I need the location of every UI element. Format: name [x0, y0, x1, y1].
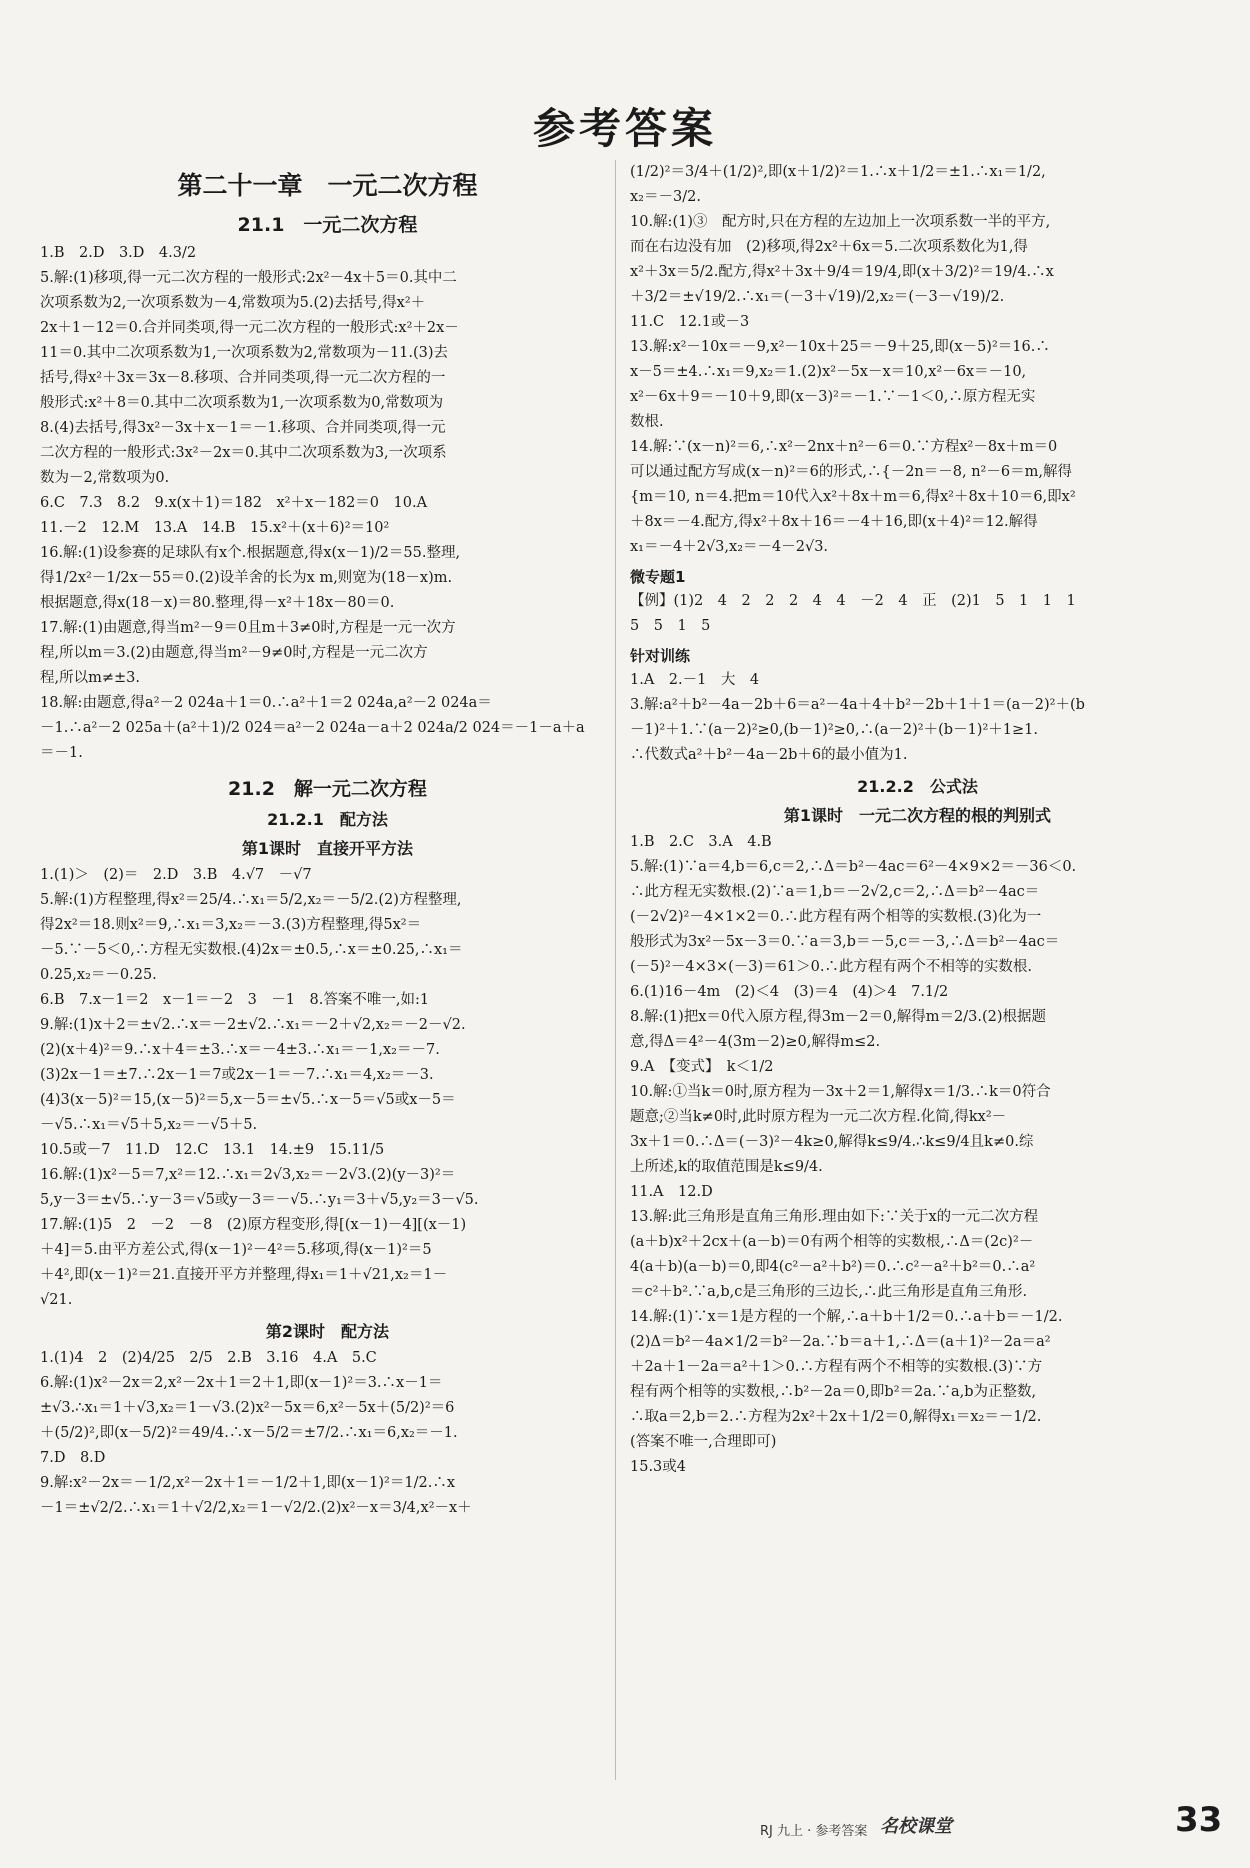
answer-line: 3.解:a²＋b²－4a－2b＋6＝a²－4a＋4＋b²－2b＋1＋1＝(a－2)²＋(b	[630, 697, 1085, 713]
answer-line: ＋4]＝5.由平方差公式,得(x－1)²－4²＝5.移项,得(x－1)²＝5	[40, 1242, 432, 1258]
answer-line: √21.	[40, 1292, 73, 1308]
answer-line: 16.解:(1)x²－5＝7,x²＝12.∴x₁＝2√3,x₂＝－2√3.(2)(y－3)²＝	[40, 1167, 456, 1183]
answer-line: 13.解:此三角形是直角三角形.理由如下:∵关于x的一元二次方程	[630, 1209, 1039, 1225]
answer-line: (1/2)²＝3/4＋(1/2)²,即(x＋1/2)²＝1.∴x＋1/2＝±1.∴x₁＝1/2,	[630, 164, 1046, 180]
answer-line: 18.解:由题意,得a²－2 024a＋1＝0.∴a²＋1＝2 024a,a²－2 024a＝	[40, 695, 492, 711]
answer-line: 9.解:x²－2x＝－1/2,x²－2x＋1＝－1/2＋1,即(x－1)²＝1/2.∴x	[40, 1475, 455, 1491]
answer-line: (3)2x－1＝±7.∴2x－1＝7或2x－1＝－7.∴x₁＝4,x₂＝－3.	[40, 1067, 434, 1083]
answer-line: (2)Δ＝b²－4a×1/2＝b²－2a.∵b＝a＋1,∴Δ＝(a＋1)²－2a＝a²	[630, 1334, 1051, 1350]
answer-line: －√5.∴x₁＝√5＋5,x₂＝－√5＋5.	[40, 1117, 258, 1133]
answer-line: 而在右边没有加 (2)移项,得2x²＋6x＝5.二次项系数化为1,得	[630, 239, 1028, 255]
answer-line: 1.A 2.－1 大 4	[630, 672, 760, 688]
answer-line: ＝c²＋b².∵a,b,c是三角形的三边长,∴此三角形是直角三角形.	[630, 1284, 1028, 1300]
answer-line: 4(a＋b)(a－b)＝0,即4(c²－a²＋b²)＝0.∴c²－a²＋b²＝0.∴a²	[630, 1259, 1036, 1275]
answer-line: 5.解:(1)方程整理,得x²＝25/4.∴x₁＝5/2,x₂＝－5/2.(2)方程整理,	[40, 892, 462, 908]
answer-line: 【例】(1)2 4 2 2 2 4 4 －2 4 正 (2)1 5 1 1 1	[630, 593, 1076, 609]
answer-line: (2)(x＋4)²＝9.∴x＋4＝±3.∴x＝－4±3.∴x₁＝－1,x₂＝－7.	[40, 1042, 440, 1058]
subsection-heading: 第1课时 一元二次方程的根的判别式	[783, 806, 1052, 825]
answer-line: {m＝10, n＝4.把m＝10代入x²＋8x＋m＝6,得x²＋8x＋10＝6,即x²	[630, 489, 1076, 505]
topic-label: 微专题1	[630, 568, 686, 586]
answer-line: 15.3或4	[630, 1459, 687, 1475]
answer-line: (－2√2)²－4×1×2＝0.∴此方程有两个相等的实数根.(3)化为一	[630, 909, 1042, 925]
answer-line: －1)²＋1.∵(a－2)²≥0,(b－1)²≥0,∴(a－2)²＋(b－1)²＋1≥1.	[630, 722, 1038, 738]
answer-line: 1.B 2.D 3.D 4.3/2	[40, 245, 197, 261]
answer-line: 6.B 7.x－1＝2 x－1＝－2 3 －1 8.答案不唯一,如:1	[40, 992, 430, 1008]
answer-line: 10.解:①当k＝0时,原方程为－3x＋2＝1,解得x＝1/3.∴k＝0符合	[630, 1084, 1051, 1100]
answer-line: (a＋b)x²＋2cx＋(a－b)＝0有两个相等的实数根,∴Δ＝(2c)²－	[630, 1234, 1034, 1250]
answer-line: ＝－1.	[40, 745, 83, 761]
answer-line: 上所述,k的取值范围是k≤9/4.	[630, 1159, 823, 1175]
answer-line: 5.解:(1)移项,得一元二次方程的一般形式:2x²－4x＋5＝0.其中二	[40, 270, 457, 286]
answer-line: 9.解:(1)x＋2＝±√2.∴x＝－2±√2.∴x₁＝－2＋√2,x₂＝－2－√2.	[40, 1017, 466, 1033]
answer-line: 10.解:(1)③ 配方时,只在方程的左边加上一次项系数一半的平方,	[630, 214, 1051, 230]
answer-line: 13.解:x²－10x＝－9,x²－10x＋25＝－9＋25,即(x－5)²＝16.∴	[630, 339, 1050, 355]
answer-line: 10.5或－7 11.D 12.C 13.1 14.±9 15.11/5	[40, 1142, 385, 1158]
answer-line: 11.A 12.D	[630, 1184, 713, 1200]
answer-line: 得2x²＝18.则x²＝9,∴x₁＝3,x₂＝－3.(3)方程整理,得5x²＝	[40, 917, 422, 933]
subsection-heading: 21.2.2 公式法	[857, 777, 978, 796]
answer-line: －5.∵－5＜0,∴方程无实数根.(4)2x＝±0.5,∴x＝±0.25,∴x₁＝	[40, 942, 463, 958]
answer-line: 16.解:(1)设参赛的足球队有x个.根据题意,得x(x－1)/2＝55.整理,	[40, 545, 461, 561]
answer-line: 括号,得x²＋3x＝3x－8.移项、合并同类项,得一元二次方程的一	[40, 370, 446, 386]
answer-line: 6.C 7.3 8.2 9.x(x＋1)＝182 x²＋x－182＝0 10.A	[40, 495, 428, 511]
answer-line: ＋3/2＝±√19/2.∴x₁＝(－3＋√19)/2,x₂＝(－3－√19)/2.	[630, 289, 1005, 305]
answer-line: 5.解:(1)∵a＝4,b＝6,c＝2,∴Δ＝b²－4ac＝6²－4×9×2＝－36＜0.	[630, 859, 1077, 875]
answer-line: ＋(5/2)²,即(x－5/2)²＝49/4.∴x－5/2＝±7/2.∴x₁＝6,x₂＝－1.	[40, 1425, 458, 1441]
answer-line: 根据题意,得x(18－x)＝80.整理,得－x²＋18x－80＝0.	[40, 595, 395, 611]
subsection-heading: 21.2.1 配方法	[267, 810, 388, 829]
answer-line: 11＝0.其中二次项系数为1,一次项系数为2,常数项为－11.(3)去	[40, 345, 449, 361]
answer-line: x²－6x＋9＝－10＋9,即(x－3)²＝－1.∵－1＜0,∴原方程无实	[630, 389, 1036, 405]
answer-line: 1.(1)4 2 (2)4/25 2/5 2.B 3.16 4.A 5.C	[40, 1350, 377, 1366]
left-column	[40, 160, 615, 1521]
brand-logo: 名校课堂	[880, 1816, 952, 1837]
footer-label: RJ 九上 · 参考答案	[760, 1824, 868, 1839]
answer-line: 二次方程的一般形式:3x²－2x＝0.其中二次项系数为3,一次项系	[40, 445, 447, 461]
answer-line: ∴取a＝2,b＝2.∴方程为2x²＋2x＋1/2＝0,解得x₁＝x₂＝－1/2.	[630, 1409, 1042, 1425]
answer-line: 次项系数为2,一次项系数为－4,常数项为5.(2)去括号,得x²＋	[40, 295, 426, 311]
answer-line: －1.∴a²－2 025a＋(a²＋1)/2 024＝a²－2 024a－a＋2 024a/2 024＝－1－a＋a	[40, 720, 585, 736]
answer-line: 5,y－3＝±√5.∴y－3＝√5或y－3＝－√5.∴y₁＝3＋√5,y₂＝3－√5.	[40, 1192, 479, 1208]
answer-line: (－5)²－4×3×(－3)＝61＞0.∴此方程有两个不相等的实数根.	[630, 959, 1033, 975]
answer-line: 7.D 8.D	[40, 1450, 106, 1466]
answer-line: x₂＝－3/2.	[630, 189, 701, 205]
answer-line: 17.解:(1)5 2 －2 －8 (2)原方程变形,得[(x－1)－4][(x－1)	[40, 1217, 467, 1233]
answer-line: 8.(4)去括号,得3x²－3x＋x－1＝－1.移项、合并同类项,得一元	[40, 420, 446, 436]
answer-line: x－5＝±4.∴x₁＝9,x₂＝1.(2)x²－5x－x＝10,x²－6x＝－10,	[630, 364, 1027, 380]
subsection-heading: 第2课时 配方法	[265, 1322, 390, 1341]
answer-line: 题意;②当k≠0时,此时原方程为一元二次方程.化简,得kx²－	[630, 1109, 1007, 1125]
answer-line: 11.C 12.1或－3	[630, 314, 750, 330]
answer-line: 1.B 2.C 3.A 4.B	[630, 834, 772, 850]
answer-line: 5 5 1 5	[630, 618, 711, 634]
answer-line: ±√3.∴x₁＝1＋√3,x₂＝1－√3.(2)x²－5x＝6,x²－5x＋(5/2)²＝6	[40, 1400, 455, 1416]
section-heading: 21.2 解一元二次方程	[228, 778, 427, 800]
answer-line: x₁＝－4＋2√3,x₂＝－4－2√3.	[630, 539, 829, 555]
answer-line: (答案不唯一,合理即可)	[630, 1434, 777, 1450]
answer-line: 程,所以m≠±3.	[40, 670, 140, 686]
answer-line: 数根.	[630, 414, 664, 430]
page-number: 33	[1175, 1800, 1223, 1840]
answer-line: ＋8x＝－4.配方,得x²＋8x＋16＝－4＋16,即(x＋4)²＝12.解得	[630, 514, 1038, 530]
answer-line: 般形式为3x²－5x－3＝0.∵a＝3,b＝－5,c＝－3,∴Δ＝b²－4ac＝	[630, 934, 1060, 950]
answer-line: 1.(1)＞ (2)＝ 2.D 3.B 4.√7 －√7	[40, 867, 312, 883]
subsection-heading: 第1课时 直接开平方法	[241, 839, 414, 858]
answer-line: 得1/2x²－1/2x－55＝0.(2)设羊舍的长为x m,则宽为(18－x)m.	[40, 570, 453, 586]
answer-line: 可以通过配方写成(x－n)²＝6的形式,∴{－2n＝－8, n²－6＝m,解得	[630, 464, 1072, 480]
answer-line: 程,所以m＝3.(2)由题意,得当m²－9≠0时,方程是一元二次方	[40, 645, 428, 661]
section-heading: 21.1 一元二次方程	[237, 214, 418, 236]
answer-line: ∴此方程无实数根.(2)∵a＝1,b＝－2√2,c＝2,∴Δ＝b²－4ac＝	[630, 884, 1040, 900]
answer-line: 2x＋1－12＝0.合并同类项,得一元二次方程的一般形式:x²＋2x－	[40, 320, 459, 336]
answer-line: 0.25,x₂＝－0.25.	[40, 967, 157, 983]
answer-line: 9.A 【变式】 k＜1/2	[630, 1059, 774, 1075]
answer-line: 数为－2,常数项为0.	[40, 470, 170, 486]
answer-line: (4)3(x－5)²＝15,(x－5)²＝5,x－5＝±√5.∴x－5＝√5或x－5＝	[40, 1092, 456, 1108]
answer-line: 14.解:(1)∵x＝1是方程的一个解,∴a＋b＋1/2＝0.∴a＋b＝－1/2.	[630, 1309, 1063, 1325]
answer-line: 8.解:(1)把x＝0代入原方程,得3m－2＝0,解得m＝2/3.(2)根据题	[630, 1009, 1047, 1025]
right-column	[630, 160, 1205, 1480]
answer-line: 意,得Δ＝4²－4(3m－2)≥0,解得m≤2.	[630, 1034, 881, 1050]
answer-line: 程有两个相等的实数根,∴b²－2a＝0,即b²＝2a.∵a,b为正整数,	[630, 1384, 1037, 1400]
answer-line: 般形式:x²＋8＝0.其中二次项系数为1,一次项系数为0,常数项为	[40, 395, 444, 411]
answer-line: ∴代数式a²＋b²－4a－2b＋6的最小值为1.	[630, 747, 908, 763]
page-title: 参考答案	[532, 104, 717, 153]
chapter-heading: 第二十一章 一元二次方程	[177, 171, 478, 200]
answer-line: 11.－2 12.M 13.A 14.B 15.x²＋(x＋6)²＝10²	[40, 520, 390, 536]
column-divider	[615, 160, 616, 1780]
answer-line: 6.解:(1)x²－2x＝2,x²－2x＋1＝2＋1,即(x－1)²＝3.∴x－1＝	[40, 1375, 443, 1391]
answer-line: 6.(1)16－4m (2)＜4 (3)＝4 (4)＞4 7.1/2	[630, 984, 949, 1000]
answer-line: ＋2a＋1－2a＝a²＋1＞0.∴方程有两个不相等的实数根.(3)∵方	[630, 1359, 1043, 1375]
answer-line: 14.解:∵(x－n)²＝6,∴x²－2nx＋n²－6＝0.∵方程x²－8x＋m＝0	[630, 439, 1058, 455]
topic-label: 针对训练	[630, 647, 691, 665]
answer-line: 3x＋1＝0.∴Δ＝(－3)²－4k≥0,解得k≤9/4.∴k≤9/4且k≠0.综	[630, 1134, 1034, 1150]
answer-line: －1＝±√2/2.∴x₁＝1＋√2/2,x₂＝1－√2/2.(2)x²－x＝3/4,x²－x＋	[40, 1500, 472, 1516]
answer-line: x²＋3x＝5/2.配方,得x²＋3x＋9/4＝19/4,即(x＋3/2)²＝19/4.∴x	[630, 264, 1054, 280]
answer-line: ＋4²,即(x－1)²＝21.直接开平方并整理,得x₁＝1＋√21,x₂＝1－	[40, 1267, 448, 1283]
answer-line: 17.解:(1)由题意,得当m²－9＝0且m＋3≠0时,方程是一元一次方	[40, 620, 456, 636]
